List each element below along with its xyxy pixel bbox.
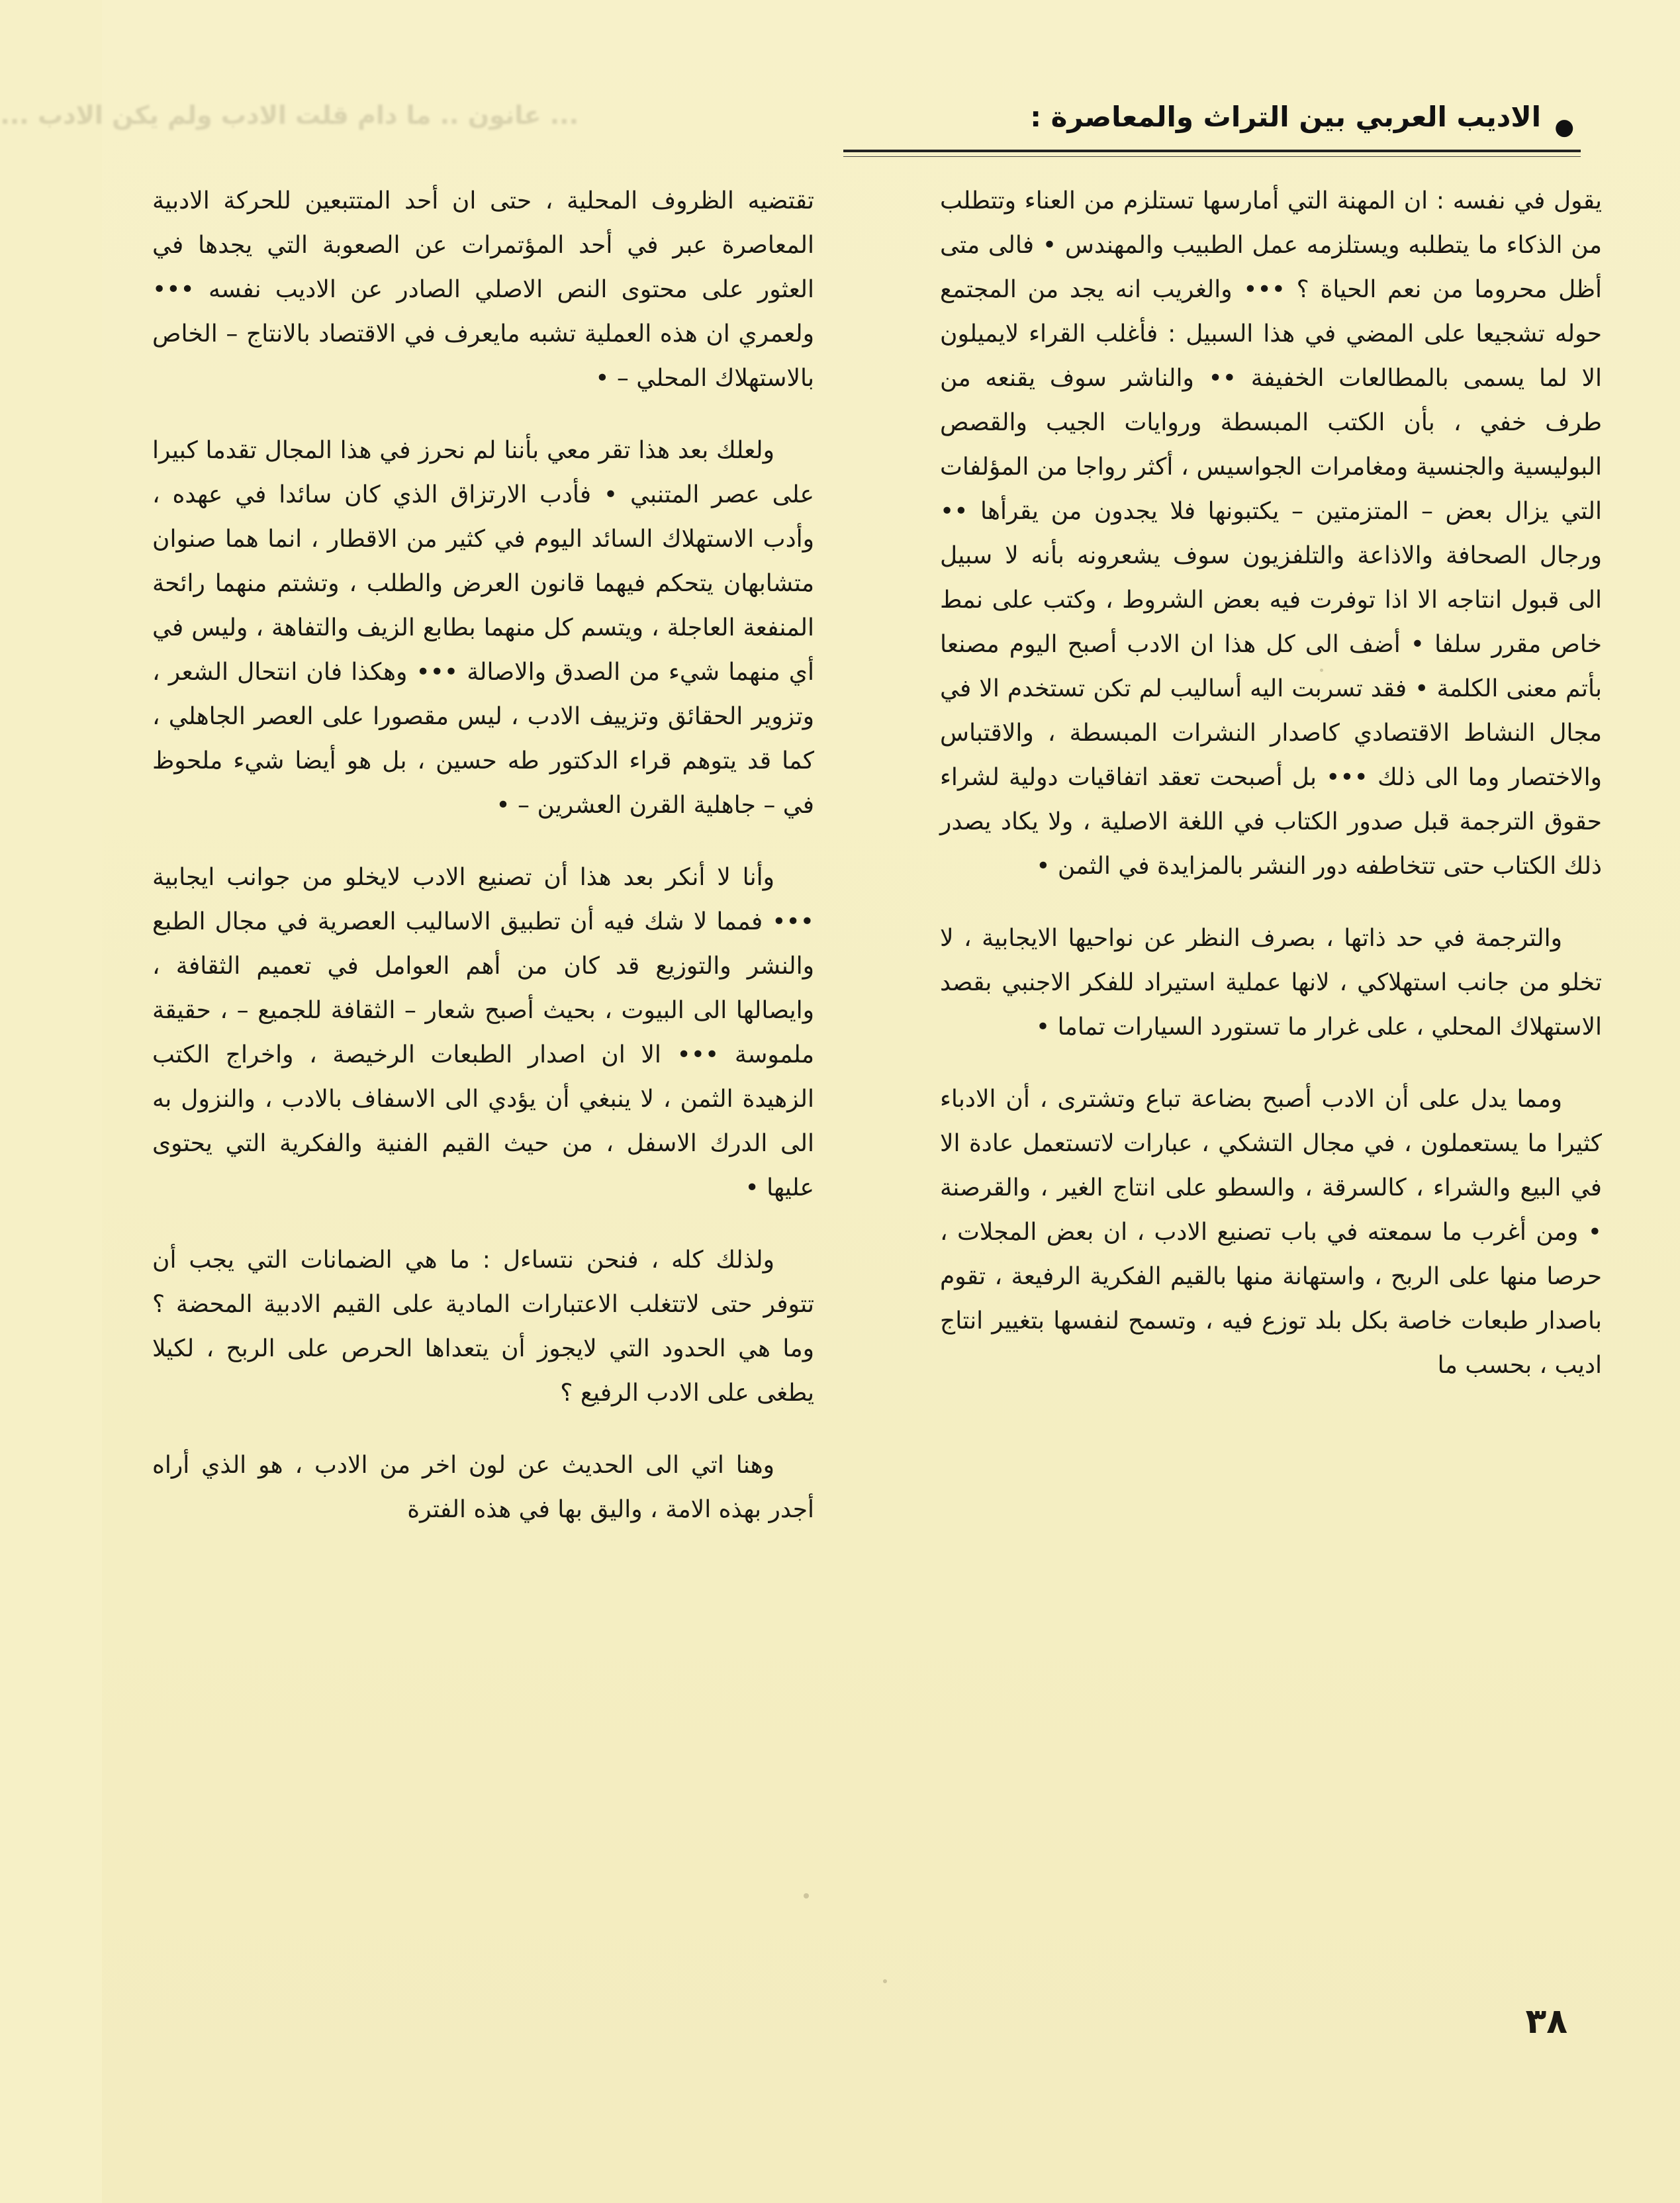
paragraph: والترجمة في حد ذاتها ، بصرف النظر عن نواحيها الايجابية ، لا تخلو من جانب استهلاكي ، لانها عملية استيراد للفكر الاجنبي بقصد الاستهلاك المحلي ، على غرار ما تستورد السيارات تماما • [940, 925, 1602, 1041]
paragraph: تقتضيه الظروف المحلية ، حتى ان أحد المتتبعين للحركة الادبية المعاصرة عبر في أحد المؤتمرات عن الصعوبة التي يجدها في العثور على محتوى النص الاصلي الصادر عن الاديب نفسه ••• ولعمري ان هذه العملية تشبه مايعرف في الاقتصاد بالانتاج – الخاص بالاستهلاك المحلي – • [152, 187, 814, 392]
paragraph: يقول في نفسه : ان المهنة التي أمارسها تستلزم من العناء وتتطلب من الذكاء ما يتطلبه ويستلزمه عمل الطبيب والمهندس • فالى متى أظل محروما من نعم الحياة ؟ ••• والغريب انه يجد من المجتمع حوله تشجيعا على المضي في هذا السبيل : فأغلب القراء لايميلون الا لما يسمى بالمطالعات الخفيفة •• والناشر سوف يقنعه من طرف خفي ، بأن الكتب المبسطة وروايات الجيب والقصص البوليسية والجنسية ومغامرات الجواسيس ، أكثر رواجا من المؤلفات التي يزال بعض – المتزمتين – يكتبونها فلا يجدون من يقرأها •• ورجال الصحافة والاذاعة والتلفزيون سوف يشعرونه بأنه لا سبيل الى قبول انتاجه الا اذا توفرت فيه بعض الشروط ، وكتب على نمط خاص مقرر سلفا • أضف الى كل هذا ان الادب أصبح اليوم مصنعا بأتم معنى الكلمة • فقد تسربت اليه أساليب لم تكن تستخدم الا في مجال النشاط الاقتصادي كاصدار النشرات المبسطة ، والاقتباس والاختصار وما الى ذلك ••• بل أصبحت تعقد اتفاقيات دولية لشراء حقوق الترجمة قبل صدور الكتاب في اللغة الاصلية ، ولا يكاد يصدر ذلك الكتاب حتى تتخاطفه دور النشر بالمزايدة في الثمن • [940, 187, 1602, 880]
paragraph: ولعلك بعد هذا تقر معي بأننا لم نحرز في هذا المجال تقدما كبيرا على عصر المتنبي • فأدب الارتزاق الذي كان سائدا في عهده ، وأدب الاستهلاك السائد اليوم في كثير من الاقطار ، انما هما صنوان متشابهان يتحكم فيهما قانون العرض والطلب ، وتشتم منهما رائحة المنفعة العاجلة ، ويتسم كل منهما بطابع الزيف والتفاهة ، وليس في أي منهما شيء من الصدق والاصالة ••• وهكذا فان انتحال الشعر ، وتزوير الحقائق وتزييف الادب ، ليس مقصورا على العصر الجاهلي ، كما قد يتوهم قراء الدكتور طه حسين ، بل هو أيضا شيء ملحوظ في – جاهلية القرن العشرين – • [152, 437, 814, 819]
paragraph: وهنا اتي الى الحديث عن لون اخر من الادب ، هو الذي أراه أجدر بهذه الامة ، والیق بها في هذه الفترة [152, 1452, 814, 1523]
page-number: ٣٨ [1525, 2002, 1567, 2041]
bullet-icon: ● [1554, 114, 1574, 140]
header-rule-thin [843, 156, 1581, 157]
header-rule [843, 150, 1581, 152]
paragraph: ومما يدل على أن الادب أصبح بضاعة تباع وتشترى ، أن الادباء كثيرا ما يستعملون ، في مجال التشكي ، عبارات لاتستعمل عادة الا في البيع والشراء ، كالسرقة ، والسطو على انتاج الغير ، والقرصنة • ومن أغرب ما سمعته في باب تصنيع الادب ، ان بعض المجلات ، حرصا منها على الربح ، واستهانة منها بالقيم الفكرية الرفيعة ، تقوم باصدار طبعات خاصة بكل بلد توزع فيه ، وتسمح لنفسها بتغيير انتاج اديب ، بحسب ما [940, 1086, 1602, 1379]
paper-speck [883, 1979, 887, 1983]
article-header [843, 99, 1594, 152]
paragraph: وأنا لا أنكر بعد هذا أن تصنيع الادب لايخلو من جوانب ايجابية ••• فمما لا شك فيه أن تطبيق الاساليب العصرية في مجال الطبع والنشر والتوزيع قد كان من أهم العوامل في تعميم الثقافة ، وايصالها الى البيوت ، بحيث أصبح شعار – الثقافة للجميع – ، حقيقة ملموسة ••• الا ان اصدار الطبعات الرخيصة ، واخراج الكتب الزهيدة الثمن ، لا ينبغي أن يؤدي الى الاسفاف بالادب ، والنزول به الى الدرك الاسفل ، من حيث القيم الفنية والفكرية التي يحتوى عليها • [152, 864, 814, 1201]
bleed-through-title: ... عانون .. ما دام قلت الادب ولم يكن الادب ... [0, 101, 579, 130]
left-column [152, 179, 814, 1560]
right-column [940, 179, 1602, 1415]
article-title: الاديب العربي بين التراث والمعاصرة : [1030, 101, 1541, 133]
paper-speck [1320, 669, 1323, 672]
paper-speck [804, 1893, 809, 1898]
paragraph: ولذلك كله ، فنحن نتساءل : ما هي الضمانات التي يجب أن تتوفر حتى لاتتغلب الاعتبارات المادية على القيم الادبية المحضة ؟ وما هي الحدود التي لايجوز أن يتعداها الحرص على الربح ، لكيلا يطغى على الادب الرفيع ؟ [152, 1246, 814, 1407]
